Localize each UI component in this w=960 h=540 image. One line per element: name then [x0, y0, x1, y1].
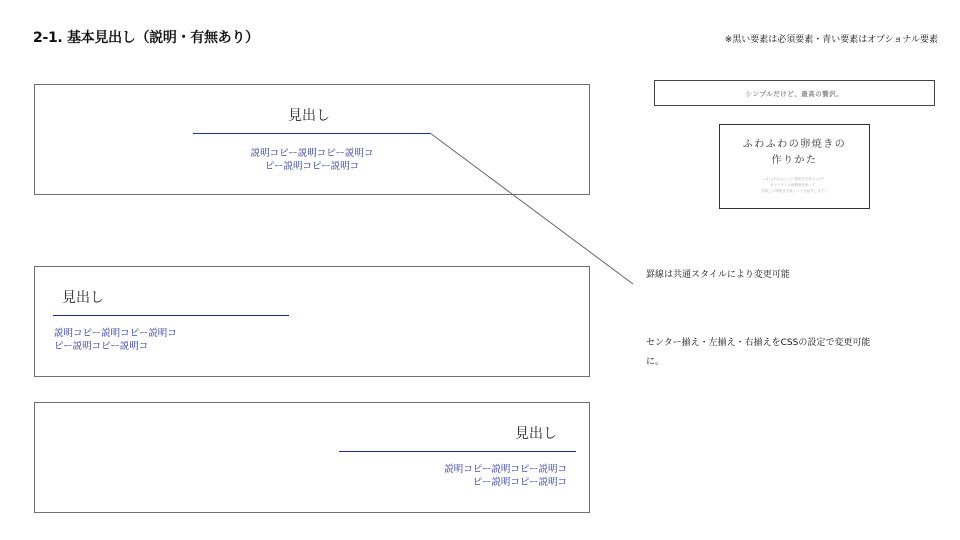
description-line: 説明コピー説明コピー説明コ — [54, 328, 177, 339]
connector-line — [430, 133, 633, 284]
card-description-line: ふわふわのおいしい卵焼きを作るには？ — [763, 177, 826, 181]
sample-tagline-box: シンプルだけど、最高の贅沢。 — [654, 80, 935, 106]
card-description-line: タマゴヤンの研磨卵を使って、 — [770, 183, 819, 187]
heading-text: 見出し — [515, 426, 557, 442]
page-title: 2-1. 基本見出し（説明・有無あり） — [33, 30, 259, 46]
border-note: 罫線は共通スタイルにより変更可能 — [646, 270, 790, 280]
card-title-line: ふわふわの卵焼きの — [742, 139, 847, 150]
legend-note: ※黒い要素は必須要素・青い要素はオプショナル要素 — [724, 35, 938, 45]
description-line: 説明コピー説明コピー説明コ — [250, 148, 374, 159]
description-line: ピー説明コピー説明コ — [54, 341, 149, 352]
card-description-line: 美味しい卵焼きを焼くコツを紹介します！ — [761, 189, 828, 193]
description-line: ピー説明コピー説明コ — [264, 161, 360, 172]
description-line: 説明コピー説明コピー説明コ — [444, 464, 567, 475]
heading-text: 見出し — [288, 108, 330, 124]
card-title-line: 作りかた — [771, 155, 818, 166]
align-note: センター揃え・左揃え・右揃えをCSSの設定で変更可能に。 — [646, 338, 871, 367]
heading-text: 見出し — [62, 290, 104, 306]
description-line: ピー説明コピー説明コ — [472, 477, 567, 488]
